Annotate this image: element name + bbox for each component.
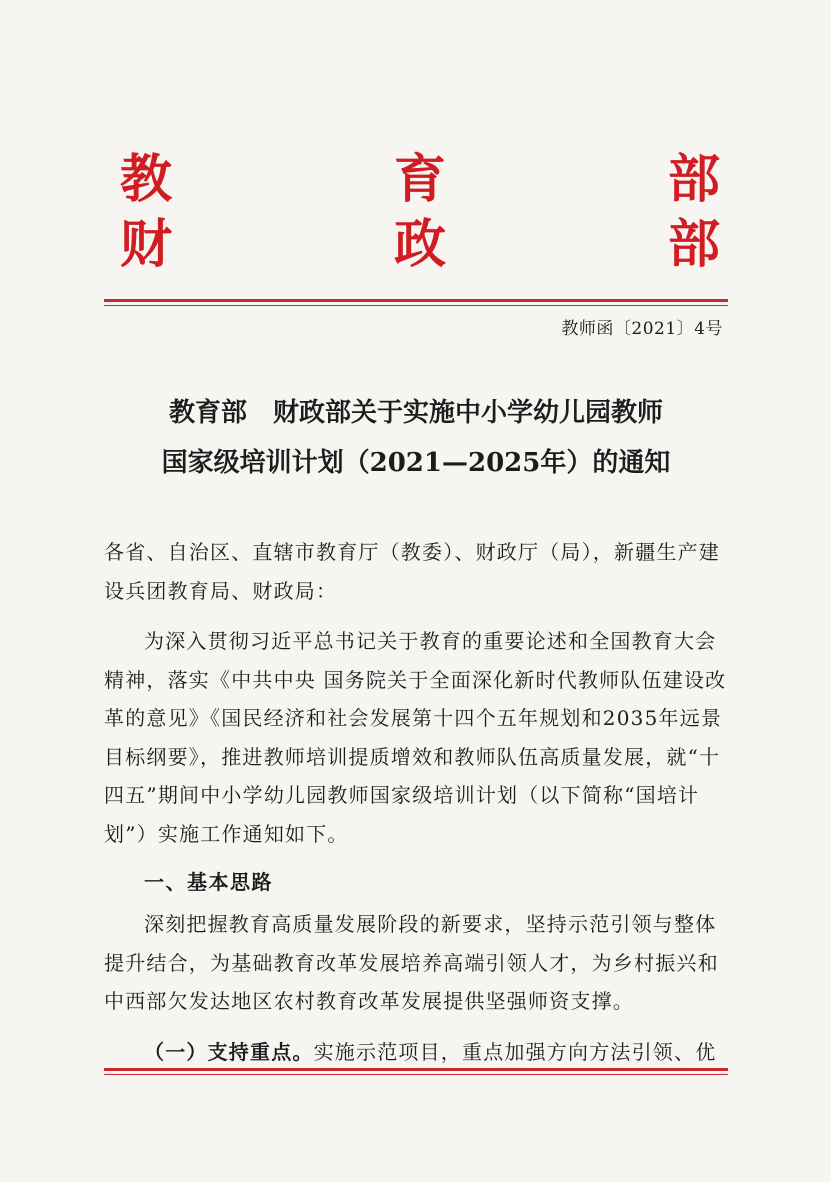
header-char: 财: [120, 214, 173, 275]
rule-thick: [104, 299, 728, 302]
document-title-line-2: 国家级培训计划（2021—2025年）的通知: [161, 448, 671, 478]
header-red-rule: [104, 299, 728, 306]
document-number: 教师函〔2021〕4号: [561, 319, 723, 339]
header-char: 政: [393, 214, 446, 275]
rule-thin: [104, 305, 728, 306]
header-char: 教: [120, 149, 173, 210]
addressee: 各省、自治区、直辖市教育厅（教委）、财政厅（局），新疆生产建设兵团教育局、财政局：: [104, 540, 720, 603]
header-char: 部: [667, 149, 720, 210]
issuer-header-line-2: [120, 215, 720, 275]
header-char: 育: [393, 149, 446, 210]
body-paragraph-1: 为深入贯彻习近平总书记关于教育的重要论述和全国教育大会精神，落实《中共中央 国务院关于全面深化新时代教师队伍建设改革的意见》《国民经济和社会发展第十四个五年规划和2035年远景目标纲要》，推进教师培训提质增效和教师队伍高质量发展，就“十四五”期间中小学幼儿园教师国家级培训计划（以下简称“国培计划”）实施工作通知如下。: [104, 629, 727, 846]
header-char: 部: [667, 214, 720, 275]
section-heading-1: 一、基本思路: [144, 870, 273, 894]
rule-thick: [104, 1068, 728, 1071]
document-title-line-1: 教育部 财政部关于实施中小学幼儿园教师: [168, 398, 663, 428]
subsection-lead: （一）支持重点。: [144, 1040, 314, 1064]
issuer-header-line-1: [120, 150, 720, 210]
body-paragraph-3: [144, 1033, 734, 1072]
body-paragraph-2: 深刻把握教育高质量发展阶段的新要求，坚持示范引领与整体提升结合，为基础教育改革发展培养高端引领人才，为乡村振兴和中西部欠发达地区农村教育改革发展提供坚强师资支撑。: [104, 912, 719, 1013]
rule-thin: [104, 1074, 728, 1075]
footer-red-rule: [104, 1068, 728, 1075]
subsection-text: 实施示范项目，重点加强方向方法引领、优: [313, 1040, 717, 1064]
